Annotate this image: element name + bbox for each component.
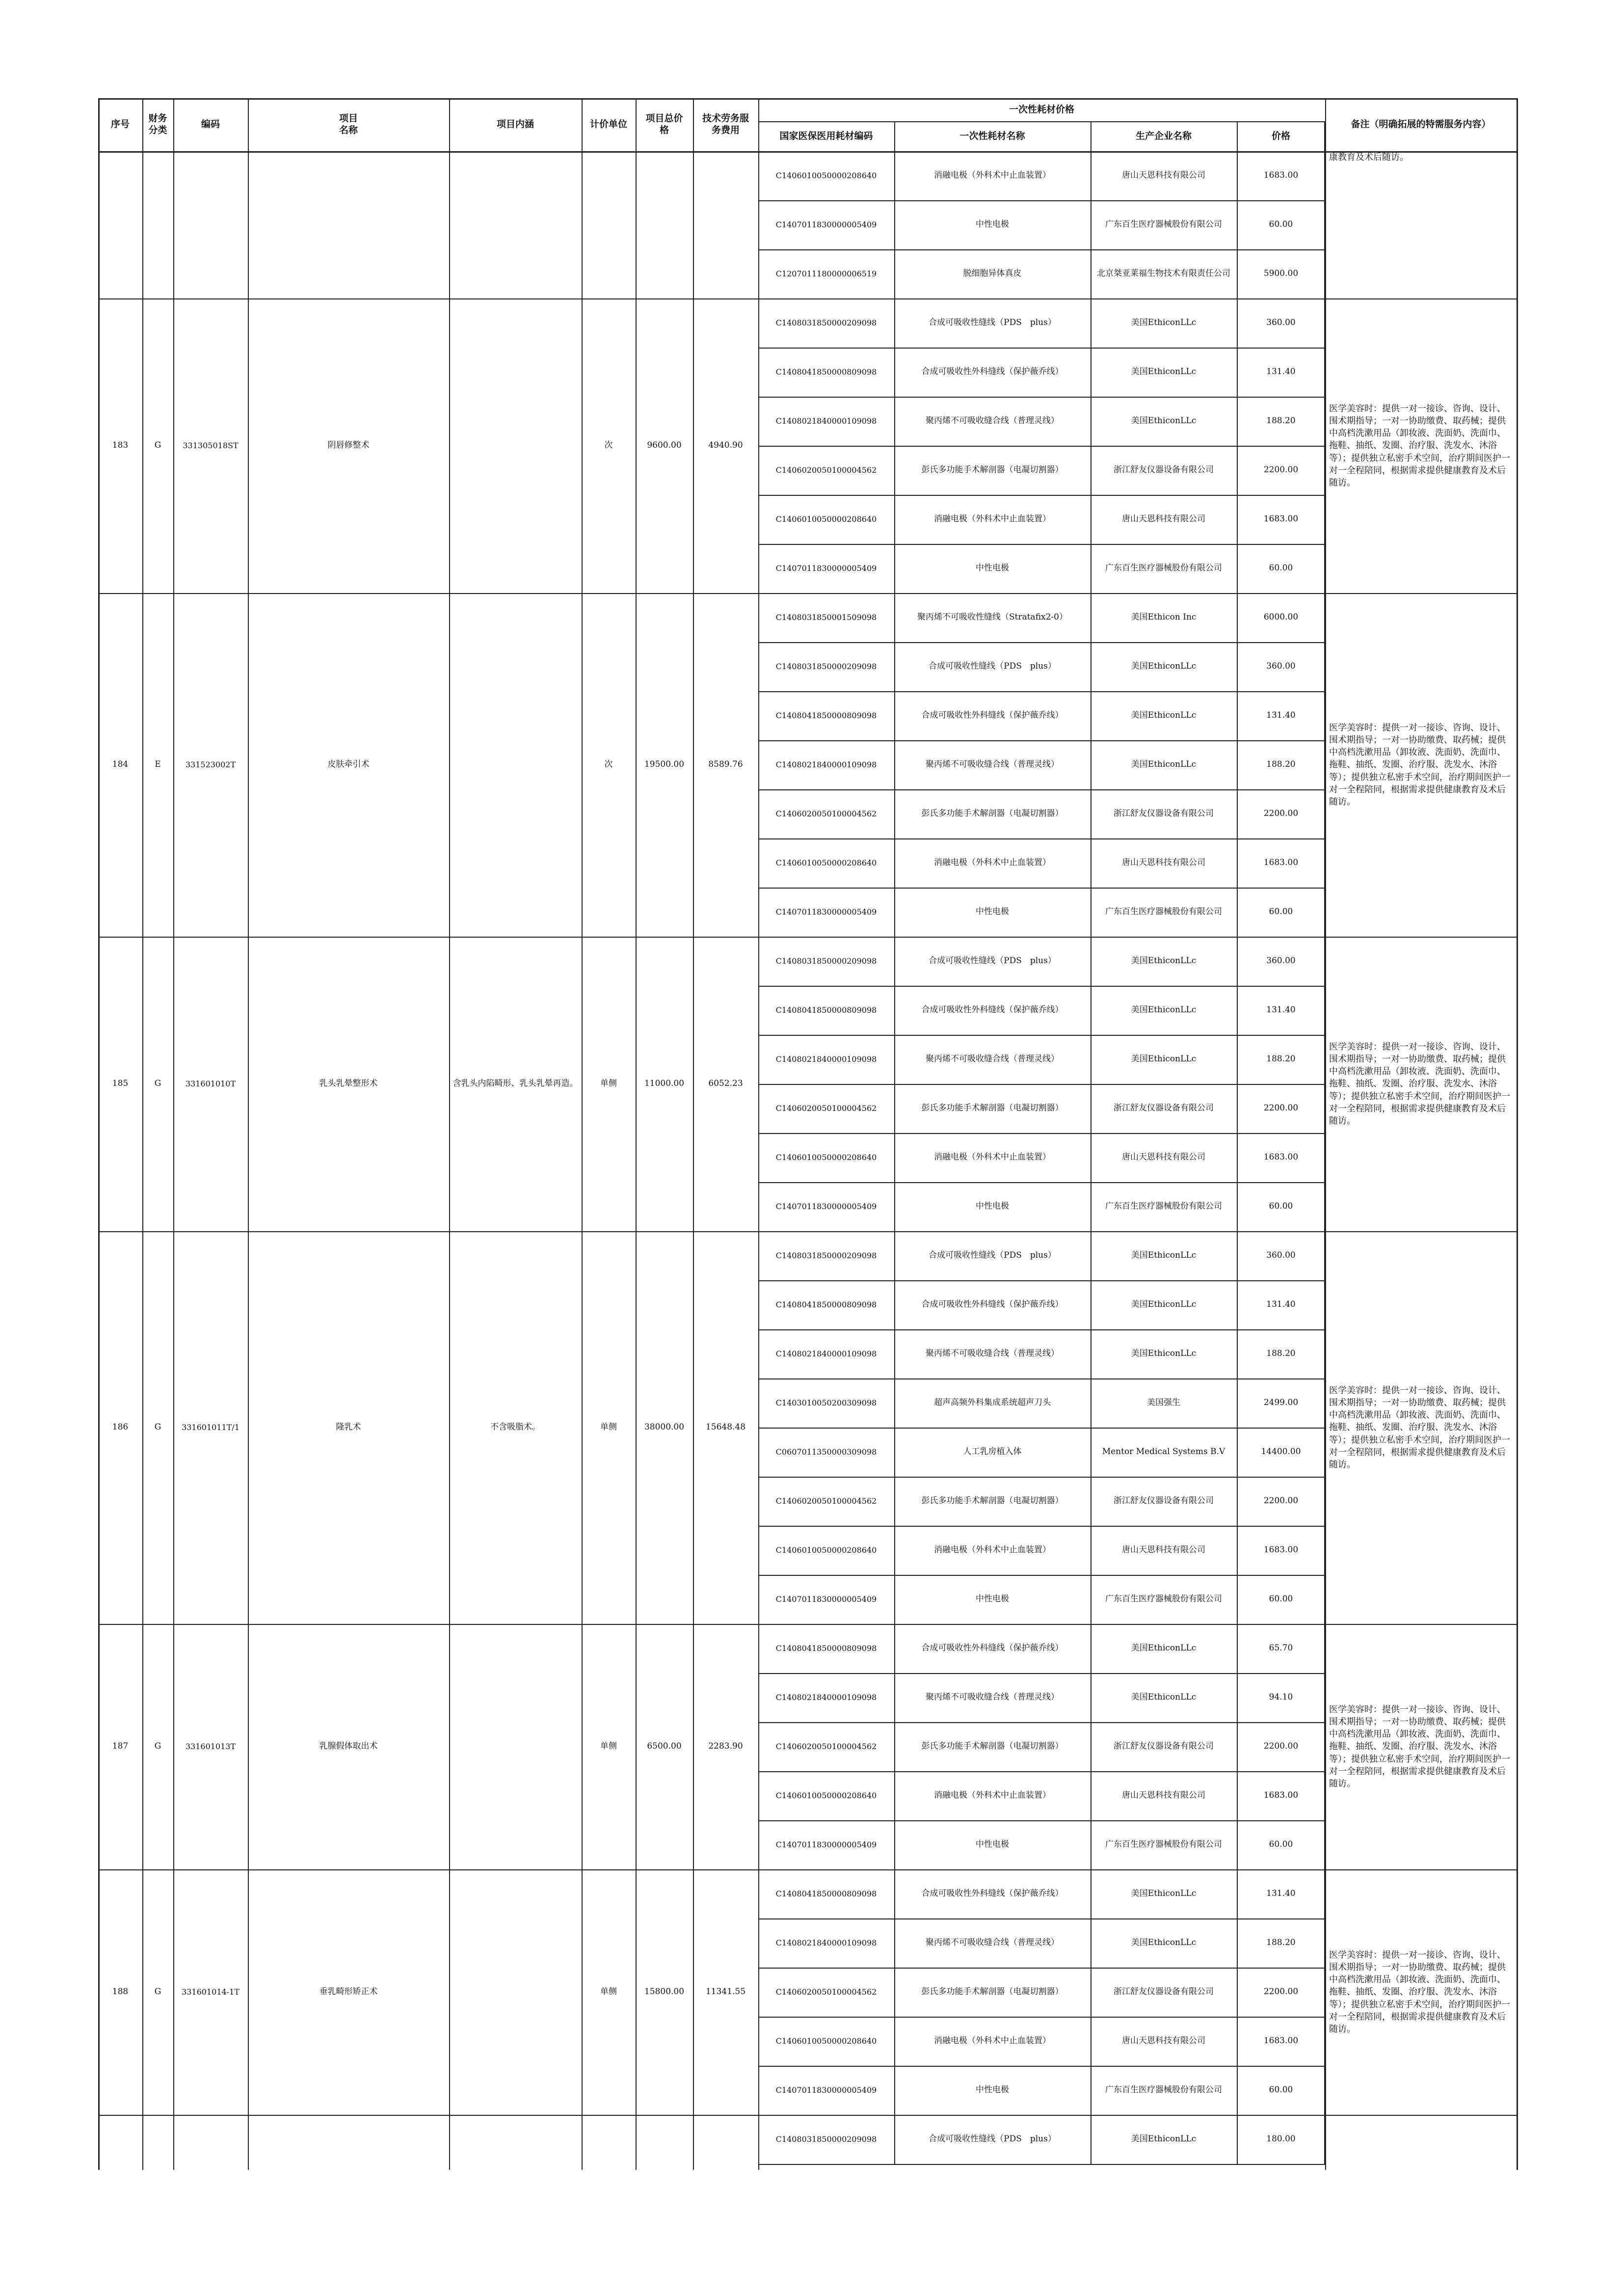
consumable-manufacturer: 北京桀亚莱福生物技术有限责任公司	[1097, 269, 1230, 279]
consumable-name: 合成可吸收性缝线（PDS plus）	[929, 318, 1056, 328]
consumable-name: 聚丙烯不可吸收缝合线（普理灵线）	[926, 1349, 1059, 1359]
consumable-manufacturer: 唐山天恩科技有限公司	[1122, 1545, 1205, 1555]
consumable-manufacturer: 美国EthiconLLc	[1131, 318, 1197, 328]
item-unit: 单侧	[600, 1079, 617, 1089]
consumable-manufacturer: 美国EthiconLLc	[1131, 1054, 1197, 1064]
consumable-price: 2200.00	[1263, 1496, 1299, 1506]
consumable-price: 131.40	[1266, 367, 1296, 377]
consumable-manufacturer: 美国EthiconLLc	[1131, 1938, 1197, 1948]
header-category: 财务 分类	[148, 113, 167, 135]
consumable-row-divider	[758, 495, 1325, 496]
consumable-price: 60.00	[1269, 563, 1293, 573]
item-remark: 医学美容时：提供一对一接诊、咨询、设计、围术期指导；一对一协助缴费、取药械；提供中高档洗漱用品（卸妆液、洗面奶、洗面巾、拖鞋、抽纸、发圈、治疗服、洗发水、沐浴等）；提供独立私密手术空间，治疗期间医护一对一全程陪同，根据需求提供健康教育及术后随访。	[1329, 1949, 1510, 2034]
consumable-name: 彭氏多功能手术解剖器（电凝切割器）	[921, 1741, 1064, 1752]
consumable-name: 脱细胞异体真皮	[963, 269, 1022, 279]
consumable-name: 中性电极	[976, 907, 1009, 917]
consumable-row-divider	[758, 1526, 1325, 1527]
consumable-price: 1683.00	[1263, 170, 1299, 181]
item-seq: 186	[112, 1422, 129, 1432]
col-line	[582, 98, 583, 2170]
consumable-code: C14060100500002086​40	[775, 1153, 877, 1162]
consumable-row-divider	[758, 1673, 1325, 1674]
consumable-price: 188.20	[1266, 416, 1296, 426]
consumable-code: C14080418500008090​98	[775, 1644, 877, 1653]
consumable-row-divider	[758, 1182, 1325, 1183]
consumable-code: C14080418500008090​98	[775, 1005, 877, 1015]
consumable-row-divider	[758, 1575, 1325, 1576]
consumable-code: C14080218400001090​98	[775, 416, 877, 426]
consumable-price: 1683.00	[1263, 858, 1299, 868]
consumable-manufacturer: 唐山天恩科技有限公司	[1122, 514, 1205, 524]
consumable-row-divider	[758, 838, 1325, 839]
item-category: G	[154, 1987, 161, 1997]
consumable-name: 超声高频外科集成系统超声刀头	[934, 1398, 1051, 1408]
item-name: 垂乳畸形矫正术	[319, 1987, 378, 1997]
item-category: G	[154, 1422, 161, 1432]
col-line	[173, 98, 174, 2170]
consumable-code: C14080218400001090​98	[775, 1054, 877, 1064]
consumable-row-divider	[758, 1329, 1325, 1330]
consumable-name: 合成可吸收性外科缝线（保护薇乔线）	[921, 1005, 1064, 1015]
item-content: 含乳头内陷畸形、乳头乳晕再造。	[452, 1079, 578, 1089]
consumable-price: 131.40	[1266, 710, 1296, 721]
col-line	[1324, 121, 1325, 2164]
consumable-row-divider	[758, 1820, 1325, 1821]
item-labor-fee: 11341.55	[705, 1987, 746, 1997]
consumable-price: 131.40	[1266, 1299, 1296, 1310]
consumable-code: C14080418500008090​98	[775, 367, 877, 377]
item-content	[449, 298, 582, 593]
consumable-code: C14080318500002090​98	[775, 318, 877, 327]
consumable-manufacturer: 浙江舒友仪器设备有限公司	[1114, 1496, 1214, 1506]
consumable-price: 1683.00	[1263, 1152, 1299, 1162]
consumable-manufacturer: 广东百生医疗器械股份有限公司	[1105, 1201, 1222, 1212]
consumable-price: 2200.00	[1263, 809, 1299, 819]
consumable-code: C14060100500002086​40	[775, 2036, 877, 2046]
item-category: E	[155, 759, 161, 770]
item-remark: 医学美容时：提供一对一接诊、咨询、设计、围术期指导；一对一协助缴费、取药械；提供中高档洗漱用品（卸妆液、洗面奶、洗面巾、拖鞋、抽纸、发圈、治疗服、洗发水、沐浴等）；提供独立私密手术空间，治疗期间医护一对一全程陪同，根据需求提供健康教育及术后随访。	[1329, 1385, 1510, 1470]
item-unit: 次	[604, 759, 613, 770]
consumable-price: 14400.00	[1261, 1447, 1301, 1457]
item-total-price: 15800.00	[644, 1987, 685, 1997]
consumable-manufacturer: 广东百生医疗器械股份有限公司	[1105, 1594, 1222, 1604]
consumable-price: 60.00	[1269, 219, 1293, 230]
col-line	[693, 98, 694, 2170]
consumable-name: 中性电极	[976, 219, 1009, 230]
consumable-manufacturer: 美国强生	[1147, 1398, 1180, 1408]
consumable-code: C14060100500002086​40	[775, 171, 877, 180]
consumable-manufacturer: 美国EthiconLLc	[1131, 1889, 1197, 1899]
consumable-code: C06070113500003090​98	[775, 1447, 877, 1457]
consumable-name: 消融电极（外科术中止血装置）	[934, 858, 1051, 868]
item-unit: 单侧	[600, 1987, 617, 1997]
consumable-manufacturer: 浙江舒友仪器设备有限公司	[1114, 465, 1214, 475]
consumable-price: 131.40	[1266, 1889, 1296, 1899]
consumable-name: 合成可吸收性缝线（PDS plus）	[929, 661, 1056, 672]
consumable-code: C14070118300000054​09	[775, 564, 877, 573]
consumable-code: C14060100500002086​40	[775, 858, 877, 867]
consumable-price: 360.00	[1266, 661, 1296, 672]
item-content	[449, 1624, 582, 1869]
item-labor-fee: 6052.23	[708, 1079, 743, 1089]
consumable-row-divider	[758, 789, 1325, 790]
consumable-row-divider	[758, 446, 1325, 447]
consumable-code: C14070118300000054​09	[775, 1840, 877, 1849]
consumable-name: 合成可吸收性缝线（PDS plus）	[929, 1250, 1056, 1261]
consumable-row-divider	[758, 1035, 1325, 1036]
consumable-manufacturer: 美国EthiconLLc	[1131, 416, 1197, 426]
consumable-row-divider	[758, 740, 1325, 741]
consumable-price: 60.00	[1269, 2085, 1293, 2095]
consumable-row-divider	[758, 1428, 1325, 1429]
consumable-name: 彭氏多功能手术解剖器（电凝切割器）	[921, 465, 1064, 475]
consumable-row-divider	[758, 249, 1325, 250]
consumable-price: 2200.00	[1263, 465, 1299, 475]
consumable-code: C14080418500008090​98	[775, 1889, 877, 1898]
consumable-row-divider	[758, 2017, 1325, 2018]
consumable-code: C14060100500002086​40	[775, 1791, 877, 1800]
consumable-name: 消融电极（外科术中止血装置）	[934, 2036, 1051, 2046]
header-name: 项目 名称	[339, 113, 358, 135]
col-line	[894, 121, 895, 2164]
consumable-row-divider	[758, 2066, 1325, 2067]
header-labor-fee: 技术劳务服 务费用	[702, 113, 749, 135]
consumable-code: C14060200501000045​62	[775, 809, 877, 818]
col-line	[142, 98, 143, 2170]
consumable-row-divider	[758, 1280, 1325, 1281]
consumable-code: C14070118300000054​09	[775, 2085, 877, 2095]
consumable-name: 消融电极（外科术中止血装置）	[934, 170, 1051, 181]
consumable-manufacturer: 美国EthiconLLc	[1131, 367, 1197, 377]
consumable-price: 2499.00	[1263, 1398, 1299, 1408]
consumable-code: C14070118300000054​09	[775, 220, 877, 229]
consumable-row-divider	[758, 1378, 1325, 1379]
consumable-price: 180.00	[1266, 2134, 1296, 2144]
consumable-name: 聚丙烯不可吸收缝合线（普理灵线）	[926, 759, 1059, 770]
col-line	[248, 98, 249, 2170]
item-remark: 医学美容时：提供一对一接诊、咨询、设计、围术期指导；一对一协助缴费、取药械；提供中高档洗漱用品（卸妆液、洗面奶、洗面巾、拖鞋、抽纸、发圈、治疗服、洗发水、沐浴等）；提供独立私密手术空间，治疗期间医护一对一全程陪同，根据需求提供健康教育及术后随访。	[1329, 722, 1510, 807]
consumable-price: 65.70	[1269, 1643, 1293, 1653]
item-seq: 183	[112, 440, 129, 451]
consumable-name: 中性电极	[976, 1594, 1009, 1604]
consumable-name: 合成可吸收性外科缝线（保护薇乔线）	[921, 1299, 1064, 1310]
item-total-price: 11000.00	[644, 1079, 685, 1089]
consumable-price: 2200.00	[1263, 1987, 1299, 1997]
consumable-manufacturer: 美国EthiconLLc	[1131, 710, 1197, 721]
item-content: 不含吸脂术。	[490, 1422, 540, 1432]
consumable-code: C14060200501000045​62	[775, 1496, 877, 1506]
consumable-price: 60.00	[1269, 1201, 1293, 1212]
consumable-manufacturer: 美国EthiconLLc	[1131, 2134, 1197, 2144]
consumable-code: C14030100502003090​98	[775, 1398, 877, 1407]
header-unit: 计价单位	[589, 119, 627, 130]
consumable-price: 94.10	[1269, 1692, 1293, 1702]
consumable-name: 聚丙烯不可吸收缝合线（普理灵线）	[926, 416, 1059, 426]
consumable-row-divider	[758, 397, 1325, 398]
consumable-row-divider	[758, 1084, 1325, 1085]
consumable-code: C14080218400001090​98	[775, 1693, 877, 1702]
item-remark: 医学美容时：提供一对一接诊、咨询、设计、围术期指导；一对一协助缴费、取药械；提供中高档洗漱用品（卸妆液、洗面奶、洗面巾、拖鞋、抽纸、发圈、治疗服、洗发水、沐浴等）；提供独立私密手术空间，治疗期间医护一对一全程陪同，根据需求提供健康教育及术后随访。	[1329, 403, 1510, 488]
item-seq: 188	[112, 1987, 129, 1997]
header-consumables-group: 一次性耗材价格	[1009, 104, 1074, 115]
consumable-row-divider	[758, 1968, 1325, 1969]
header-price: 价格	[1271, 130, 1290, 141]
consumable-name: 聚丙烯不可吸收性缝线（Stratafix2-0）	[917, 612, 1067, 622]
consumable-price: 360.00	[1266, 318, 1296, 328]
consumable-row-divider	[758, 1771, 1325, 1772]
consumable-manufacturer: 唐山天恩科技有限公司	[1122, 2036, 1205, 2046]
item-name: 乳腺假体取出术	[319, 1741, 378, 1752]
consumable-name: 中性电极	[976, 2085, 1009, 2095]
item-code: 331305018ST	[183, 441, 239, 450]
item-remark: 医学美容时：提供一对一接诊、咨询、设计、围术期指导；一对一协助缴费、取药械；提供中高档洗漱用品（卸妆液、洗面奶、洗面巾、拖鞋、抽纸、发圈、治疗服、洗发水、沐浴等）；提供独立私密手术空间，治疗期间医护一对一全程陪同，根据需求提供健康教育及术后随访。	[1329, 1041, 1510, 1126]
consumable-price: 60.00	[1269, 1839, 1293, 1850]
item-unit: 次	[604, 440, 613, 451]
consumable-price: 6000.00	[1263, 612, 1299, 622]
consumable-manufacturer: 广东百生医疗器械股份有限公司	[1105, 219, 1222, 230]
item-seq: 185	[112, 1079, 129, 1089]
item-total-price: 9600.00	[647, 440, 682, 451]
header-remark: 备注（明确拓展的特需服务内容）	[1351, 119, 1491, 130]
consumable-name: 聚丙烯不可吸收缝合线（普理灵线）	[926, 1692, 1059, 1702]
consumable-code: C14060100500002086​40	[775, 514, 877, 524]
item-code: 331601011T/1	[182, 1423, 239, 1432]
consumable-manufacturer: 美国EthiconLLc	[1131, 1299, 1197, 1310]
item-name: 阴唇修整术	[327, 440, 370, 451]
item-seq: 187	[112, 1741, 129, 1752]
header-cons-name: 一次性耗材名称	[959, 130, 1025, 141]
consumable-manufacturer: 浙江舒友仪器设备有限公司	[1114, 1103, 1214, 1113]
consumable-code: C14080318500002090​98	[775, 1251, 877, 1260]
consumable-manufacturer: 浙江舒友仪器设备有限公司	[1114, 1741, 1214, 1752]
item-remark: 医学美容时：提供一对一接诊、咨询、设计、围术期指导；一对一协助缴费、取药械；提供中高档洗漱用品（卸妆液、洗面奶、洗面巾、拖鞋、抽纸、发圈、治疗服、洗发水、沐浴等）；提供独立私密手术空间，治疗期间医护一对一全程陪同，根据需求提供健康教育及术后随访。	[1329, 1704, 1510, 1789]
col-line	[758, 98, 759, 2170]
consumable-code: C14070118300000054​09	[775, 1594, 877, 1604]
header-seq: 序号	[110, 119, 130, 130]
consumable-manufacturer: 唐山天恩科技有限公司	[1122, 1152, 1205, 1162]
consumable-row-divider	[758, 691, 1325, 692]
consumable-price: 2200.00	[1263, 1103, 1299, 1113]
col-line	[98, 98, 100, 2170]
consumable-price: 2200.00	[1263, 1741, 1299, 1752]
consumable-manufacturer: 广东百生医疗器械股份有限公司	[1105, 907, 1222, 917]
item-code: 331523002T	[185, 760, 236, 769]
consumable-name: 消融电极（外科术中止血装置）	[934, 1790, 1051, 1801]
consumable-manufacturer: 广东百生医疗器械股份有限公司	[1105, 1839, 1222, 1850]
item-content	[449, 1869, 582, 2115]
consumable-name: 彭氏多功能手术解剖器（电凝切割器）	[921, 1103, 1064, 1113]
item-labor-fee: 4940.90	[708, 440, 743, 451]
consumable-name: 消融电极（外科术中止血装置）	[934, 1545, 1051, 1555]
consumable-name: 人工乳房植入体	[963, 1447, 1022, 1457]
consumable-row-divider	[758, 200, 1325, 201]
item-code: 331601014-1T	[182, 1987, 239, 1997]
consumable-row-divider	[758, 986, 1325, 987]
consumable-price: 188.20	[1266, 1349, 1296, 1359]
consumable-code: C14060200501000045​62	[775, 1104, 877, 1113]
col-line	[1325, 98, 1326, 2170]
consumable-manufacturer: 美国EthiconLLc	[1131, 1643, 1197, 1653]
consumable-code: C14080218400001090​98	[775, 1938, 877, 1947]
remark-continued: 康教育及术后随访。	[1329, 152, 1409, 162]
item-unit: 单侧	[600, 1422, 617, 1432]
consumable-price: 360.00	[1266, 956, 1296, 966]
consumable-code: C14080318500015090​98	[775, 613, 877, 622]
col-line	[449, 98, 450, 2170]
consumable-code: C14070118300000054​09	[775, 1202, 877, 1211]
consumable-code: C14060200501000045​62	[775, 1742, 877, 1751]
item-labor-fee: 15648.48	[705, 1422, 746, 1432]
consumable-price: 60.00	[1269, 907, 1293, 917]
item-name: 乳头乳晕整形术	[319, 1079, 378, 1089]
consumable-manufacturer: 美国Ethicon Inc	[1131, 612, 1197, 622]
consumable-row-divider	[758, 642, 1325, 643]
consumable-row-divider	[758, 2164, 1325, 2165]
consumable-name: 聚丙烯不可吸收缝合线（普理灵线）	[926, 1938, 1059, 1948]
consumable-manufacturer: 美国EthiconLLc	[1131, 661, 1197, 672]
item-seq: 184	[112, 759, 129, 770]
consumable-row-divider	[758, 348, 1325, 349]
consumable-manufacturer: 浙江舒友仪器设备有限公司	[1114, 809, 1214, 819]
consumable-name: 中性电极	[976, 563, 1009, 573]
consumable-code: C14080318500002090​98	[775, 956, 877, 966]
consumable-row-divider	[758, 544, 1325, 545]
consumable-code: C14060100500002086​40	[775, 1545, 877, 1555]
consumable-row-divider	[758, 1477, 1325, 1478]
col-line	[636, 98, 637, 2170]
consumable-manufacturer: 广东百生医疗器械股份有限公司	[1105, 563, 1222, 573]
item-content	[449, 593, 582, 937]
item-category: G	[154, 1079, 161, 1089]
item-name: 皮肤牵引术	[327, 759, 370, 770]
item-category: G	[154, 1741, 161, 1752]
consumable-manufacturer: 唐山天恩科技有限公司	[1122, 170, 1205, 181]
item-total-price: 38000.00	[644, 1422, 685, 1432]
col-line	[1237, 121, 1238, 2164]
consumable-code: C14080418500008090​98	[775, 1300, 877, 1309]
consumable-name: 彭氏多功能手术解剖器（电凝切割器）	[921, 809, 1064, 819]
consumable-code: C12070111800000065​19	[775, 269, 877, 278]
item-category: G	[154, 440, 161, 451]
header-total-price: 项目总价 格	[645, 113, 683, 135]
consumable-code: C14060200501000045​62	[775, 465, 877, 475]
header-code: 编码	[201, 119, 220, 130]
consumable-price: 360.00	[1266, 1250, 1296, 1261]
consumable-name: 合成可吸收性缝线（PDS plus）	[929, 956, 1056, 966]
item-total-price: 6500.00	[647, 1741, 682, 1752]
consumable-manufacturer: Mentor Medical Systems B.V	[1102, 1447, 1225, 1457]
consumable-code: C14080218400001090​98	[775, 760, 877, 769]
consumable-name: 彭氏多功能手术解剖器（电凝切割器）	[921, 1987, 1064, 1997]
consumable-manufacturer: 美国EthiconLLc	[1131, 956, 1197, 966]
item-total-price: 19500.00	[644, 759, 685, 770]
consumable-price: 188.20	[1266, 1938, 1296, 1948]
consumable-code: C14080418500008090​98	[775, 711, 877, 720]
consumable-name: 合成可吸收性缝线（PDS plus）	[929, 2134, 1056, 2144]
consumable-manufacturer: 美国EthiconLLc	[1131, 759, 1197, 770]
consumable-name: 合成可吸收性外科缝线（保护薇乔线）	[921, 1889, 1064, 1899]
item-name: 隆乳术	[336, 1422, 361, 1432]
item-code: 331601013T	[185, 1742, 236, 1751]
consumable-name: 彭氏多功能手术解剖器（电凝切割器）	[921, 1496, 1064, 1506]
consumable-manufacturer: 美国EthiconLLc	[1131, 1692, 1197, 1702]
consumable-price: 5900.00	[1263, 269, 1299, 279]
consumable-manufacturer: 美国EthiconLLc	[1131, 1005, 1197, 1015]
consumable-price: 131.40	[1266, 1005, 1296, 1015]
consumable-name: 中性电极	[976, 1839, 1009, 1850]
consumable-code: C14080318500002090​98	[775, 2134, 877, 2144]
header-content: 项目内涵	[496, 119, 534, 130]
consumable-row-divider	[758, 1722, 1325, 1723]
consumable-manufacturer: 美国EthiconLLc	[1131, 1349, 1197, 1359]
consumable-name: 消融电极（外科术中止血装置）	[934, 514, 1051, 524]
col-line	[1517, 98, 1518, 2170]
consumable-code: C14070118300000054​09	[775, 907, 877, 917]
consumable-name: 聚丙烯不可吸收缝合线（普理灵线）	[926, 1054, 1059, 1064]
consumable-price: 188.20	[1266, 1054, 1296, 1064]
header-manufacturer: 生产企业名称	[1135, 130, 1192, 141]
item-unit: 单侧	[600, 1741, 617, 1752]
consumable-price: 188.20	[1266, 759, 1296, 770]
consumable-name: 消融电极（外科术中止血装置）	[934, 1152, 1051, 1162]
consumable-code: C14080318500002090​98	[775, 662, 877, 671]
consumable-price: 1683.00	[1263, 514, 1299, 524]
consumable-price: 1683.00	[1263, 1790, 1299, 1801]
consumable-code: C14060200501000045​62	[775, 1987, 877, 1997]
consumable-name: 合成可吸收性外科缝线（保护薇乔线）	[921, 367, 1064, 377]
consumable-price: 1683.00	[1263, 1545, 1299, 1555]
consumable-name: 合成可吸收性外科缝线（保护薇乔线）	[921, 710, 1064, 721]
consumable-manufacturer: 唐山天恩科技有限公司	[1122, 858, 1205, 868]
item-labor-fee: 8589.76	[708, 759, 743, 770]
consumable-price: 1683.00	[1263, 2036, 1299, 2046]
consumable-code: C14080218400001090​98	[775, 1349, 877, 1358]
consumable-manufacturer: 浙江舒友仪器设备有限公司	[1114, 1987, 1214, 1997]
item-code: 331601010T	[185, 1079, 236, 1088]
consumable-name: 合成可吸收性外科缝线（保护薇乔线）	[921, 1643, 1064, 1653]
consumable-manufacturer: 广东百生医疗器械股份有限公司	[1105, 2085, 1222, 2095]
header-cons-code: 国家医保医用耗材编码	[779, 130, 873, 141]
consumable-name: 中性电极	[976, 1201, 1009, 1212]
consumable-row-divider	[758, 888, 1325, 889]
consumable-manufacturer: 唐山天恩科技有限公司	[1122, 1790, 1205, 1801]
consumable-row-divider	[758, 1133, 1325, 1134]
consumable-manufacturer: 美国EthiconLLc	[1131, 1250, 1197, 1261]
consumable-price: 60.00	[1269, 1594, 1293, 1604]
item-labor-fee: 2283.90	[708, 1741, 743, 1752]
consumable-row-divider	[758, 1918, 1325, 1919]
